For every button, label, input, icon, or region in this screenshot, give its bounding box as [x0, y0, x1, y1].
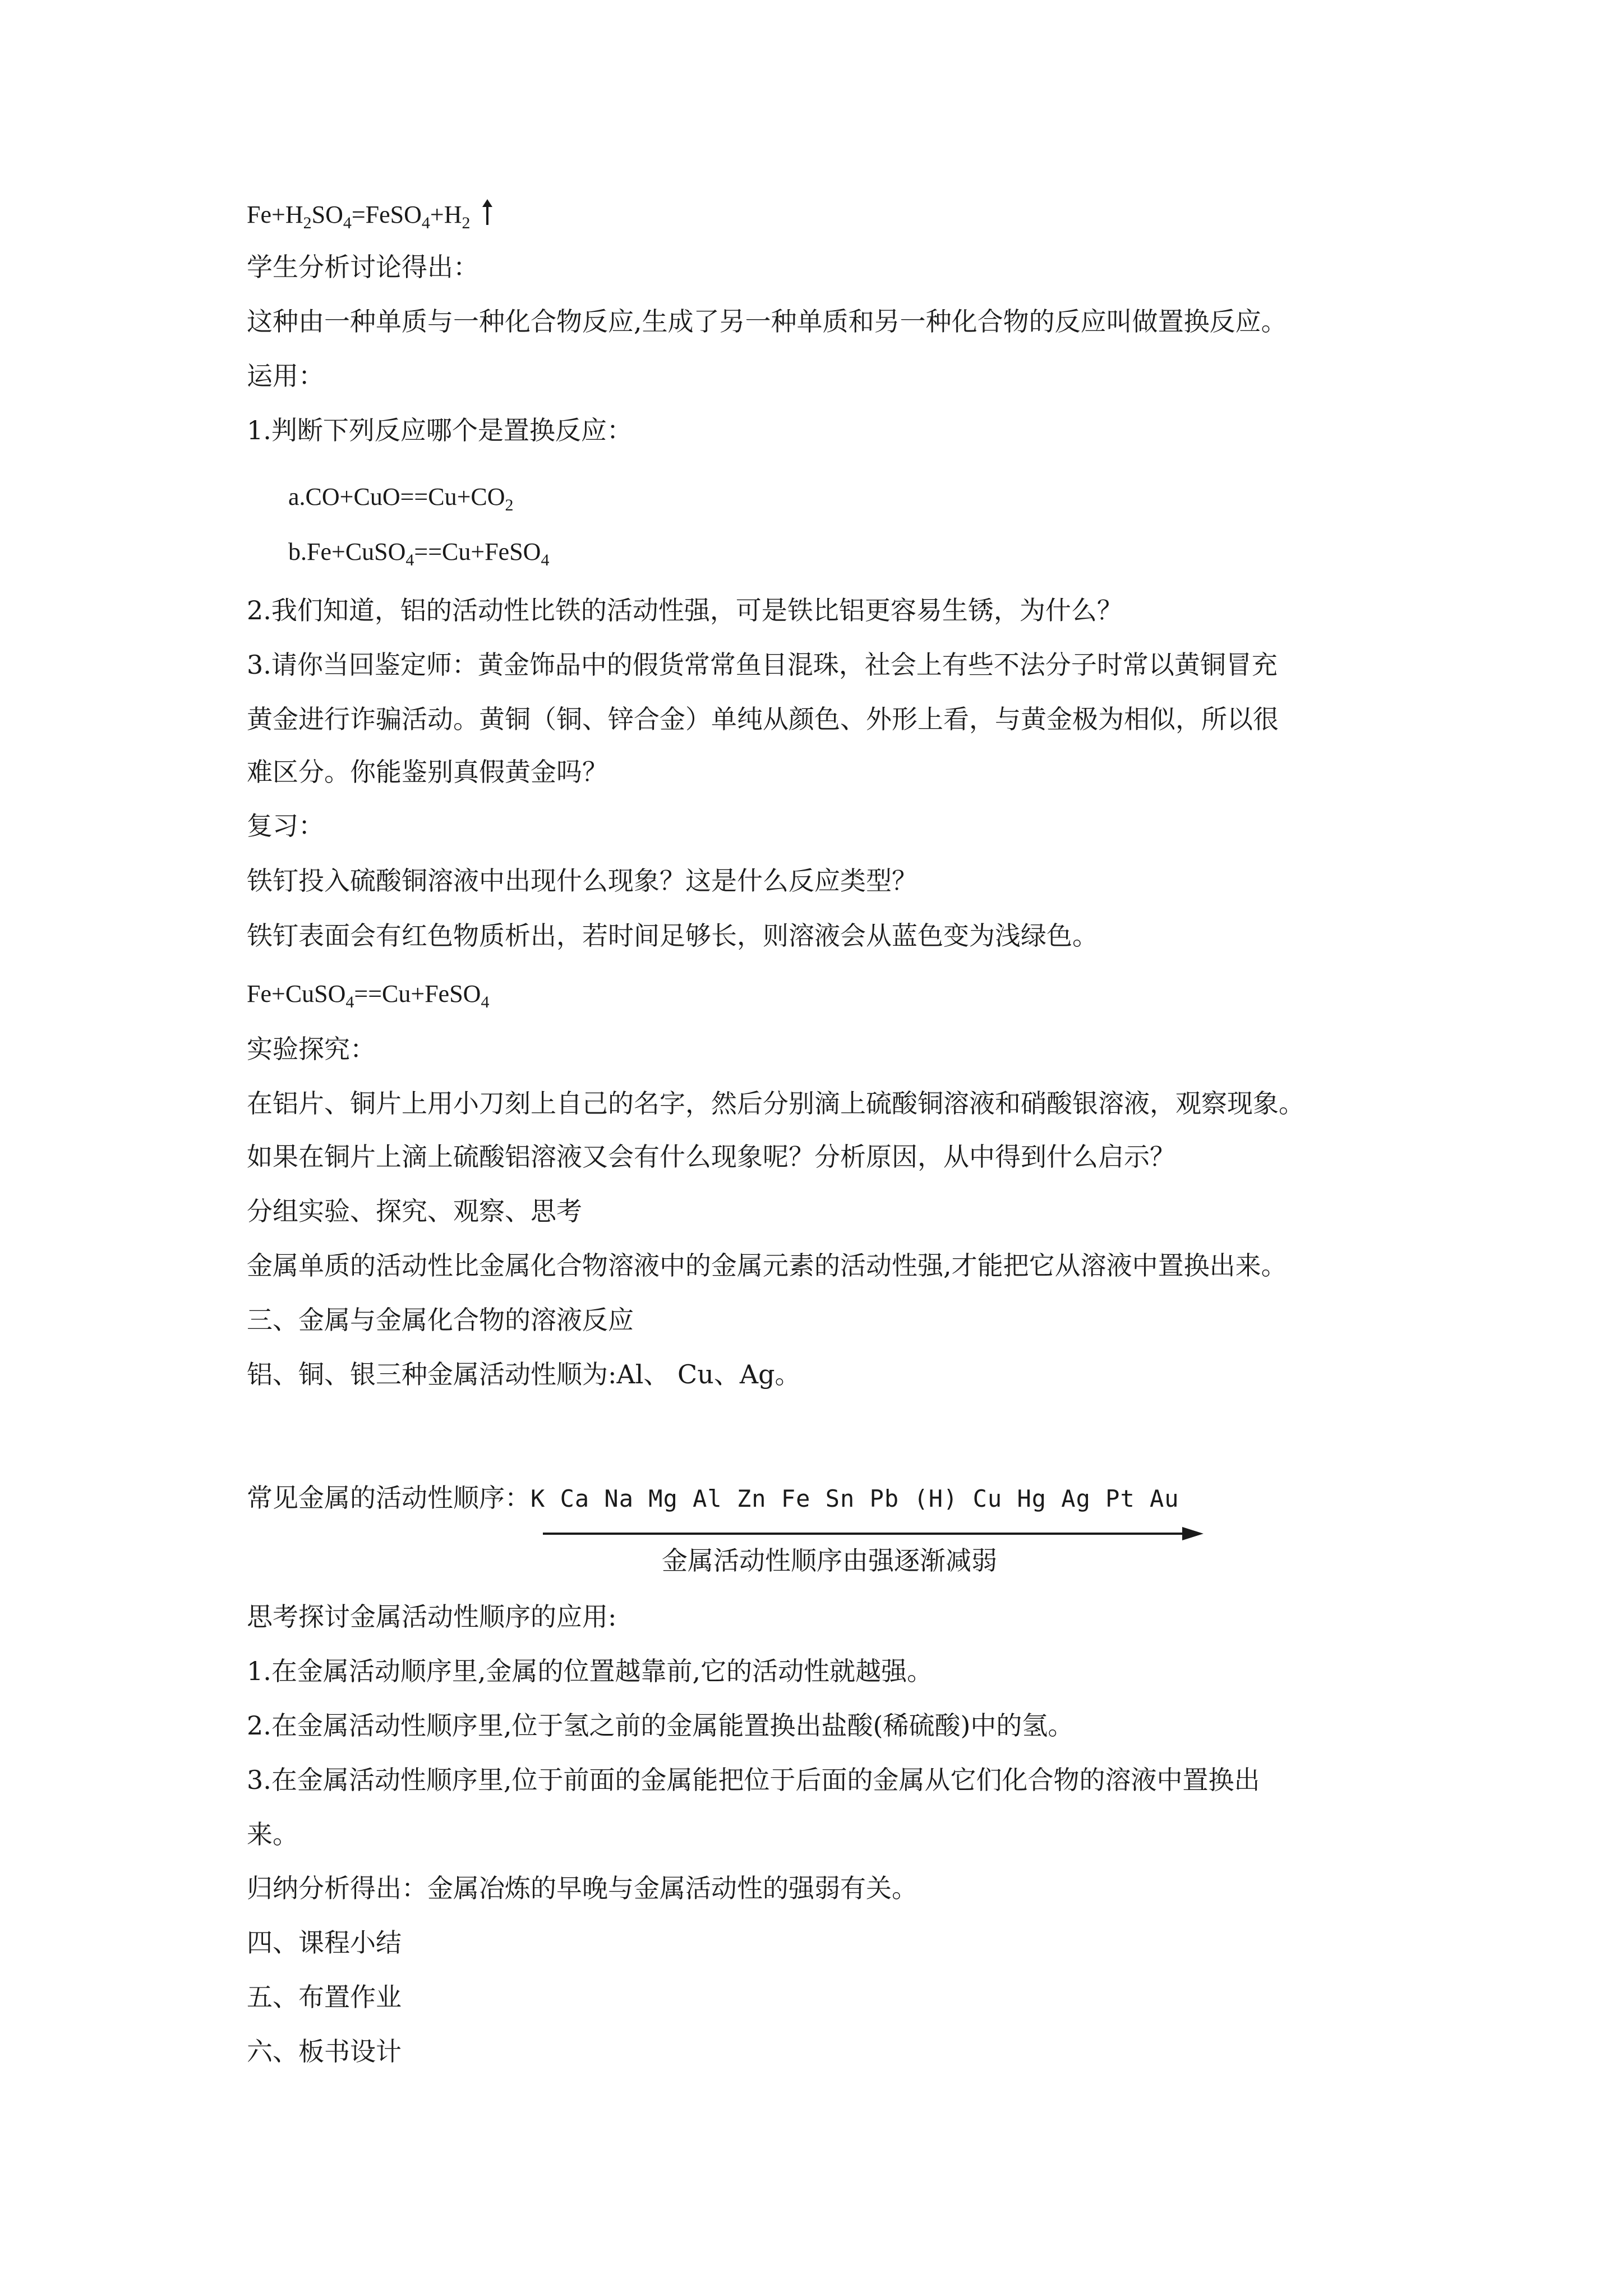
eq-part: ==Cu+FeSO — [414, 538, 541, 565]
eq-subscript: 4 — [345, 993, 354, 1011]
eq-subscript: 4 — [421, 214, 430, 232]
eq-part: a.CO+CuO==Cu+CO — [288, 483, 505, 510]
equation-iron-copper-sulfate — [247, 977, 489, 1011]
eq-part: b.Fe+CuSO — [288, 538, 406, 565]
eq-subscript: 4 — [343, 214, 352, 232]
activity-series-label: 常见金属的活动性顺序： — [247, 1483, 531, 1513]
experiment-question: 如果在铜片上滴上硫酸铝溶液又会有什么现象呢？分析原因，从中得到什么启示？ — [247, 1142, 1175, 1172]
eq-part: +H — [430, 201, 462, 228]
rule-3-end: 来。 — [247, 1819, 298, 1849]
section-heading-3: 三、金属与金属化合物的溶液反应 — [247, 1305, 634, 1335]
right-arrow-icon — [543, 1525, 1205, 1542]
eq-subscript: 4 — [481, 993, 490, 1011]
activity-series-caption: 金属活动性顺序由强逐渐减弱 — [662, 1545, 997, 1576]
al-cu-ag-order: 铝、铜、银三种金属活动性顺为:Al、 Cu、Ag。 — [247, 1359, 801, 1389]
eq-subscript: 2 — [505, 496, 514, 514]
question-3-end: 难区分。你能鉴别真假黄金吗？ — [247, 757, 608, 787]
activity-series-row — [247, 1481, 1179, 1516]
question-1: 1.判断下列反应哪个是置换反应： — [247, 415, 633, 445]
question-3-cont: 黄金进行诈骗活动。黄铜（铜、锌合金）单纯从颜色、外形上看，与黄金极为相似，所以很 — [247, 704, 1279, 734]
section-heading-experiment: 实验探究： — [247, 1034, 376, 1064]
experiment-conclusion: 金属单质的活动性比金属化合物溶液中的金属元素的活动性强,才能把它从溶液中置换出来。 — [247, 1250, 1287, 1281]
rule-1: 1.在金属活动顺序里,金属的位置越靠前,它的活动性就越强。 — [247, 1656, 933, 1686]
review-question: 铁钉投入硫酸铜溶液中出现什么现象？这是什么反应类型？ — [247, 866, 917, 896]
eq-part: Fe+CuSO — [247, 980, 346, 1007]
option-a — [288, 480, 514, 514]
text-line: 学生分析讨论得出： — [247, 252, 479, 282]
section-heading-review: 复习： — [247, 811, 324, 841]
section-heading-application: 运用： — [247, 361, 324, 391]
question-2: 2.我们知道，铝的活动性比铁的活动性强，可是铁比铝更容易生锈，为什么？ — [247, 595, 1123, 625]
eq-part: ==Cu+FeSO — [354, 980, 481, 1007]
eq-subscript: 2 — [303, 214, 312, 232]
gas-up-arrow-icon — [482, 199, 492, 235]
section-heading-5: 五、布置作业 — [247, 1982, 402, 2012]
eq-part: SO — [311, 201, 343, 228]
equation-iron-sulfuric-acid — [247, 198, 492, 235]
experiment-step: 在铝片、铜片上用小刀刻上自己的名字，然后分别滴上硫酸铜溶液和硝酸银溶液，观察现象。 — [247, 1088, 1304, 1119]
rule-2: 2.在金属活动性顺序里,位于氢之前的金属能置换出盐酸(稀硫酸)中的氢。 — [247, 1710, 1074, 1741]
review-answer: 铁钉表面会有红色物质析出，若时间足够长，则溶液会从蓝色变为浅绿色。 — [247, 921, 1098, 951]
experiment-activities: 分组实验、探究、观察、思考 — [247, 1196, 582, 1226]
eq-subscript: 4 — [405, 551, 414, 569]
option-b — [288, 535, 549, 569]
eq-part: =FeSO — [351, 201, 422, 228]
eq-part: Fe+H — [247, 201, 303, 228]
eq-subscript: 2 — [462, 214, 471, 232]
section-heading-6: 六、板书设计 — [247, 2036, 402, 2067]
question-3: 3.请你当回鉴定师：黄金饰品中的假货常常鱼目混珠，社会上有些不法分子时常以黄铜冒充 — [247, 650, 1278, 680]
section-heading-applications: 思考探讨金属活动性顺序的应用: — [247, 1602, 617, 1632]
summary-conclusion: 归纳分析得出：金属冶炼的早晚与金属活动性的强弱有关。 — [247, 1873, 917, 1903]
rule-3: 3.在金属活动性顺序里,位于前面的金属能把位于后面的金属从它们化合物的溶液中置换出 — [247, 1765, 1260, 1795]
section-heading-4: 四、课程小结 — [247, 1927, 402, 1958]
activity-series: K Ca Na Mg Al Zn Fe Sn Pb (H) Cu Hg Ag Pt Au — [531, 1485, 1179, 1512]
eq-subscript: 4 — [541, 551, 550, 569]
definition-displacement-reaction: 这种由一种单质与一种化合物反应,生成了另一种单质和另一种化合物的反应叫做置换反应。 — [247, 306, 1287, 337]
